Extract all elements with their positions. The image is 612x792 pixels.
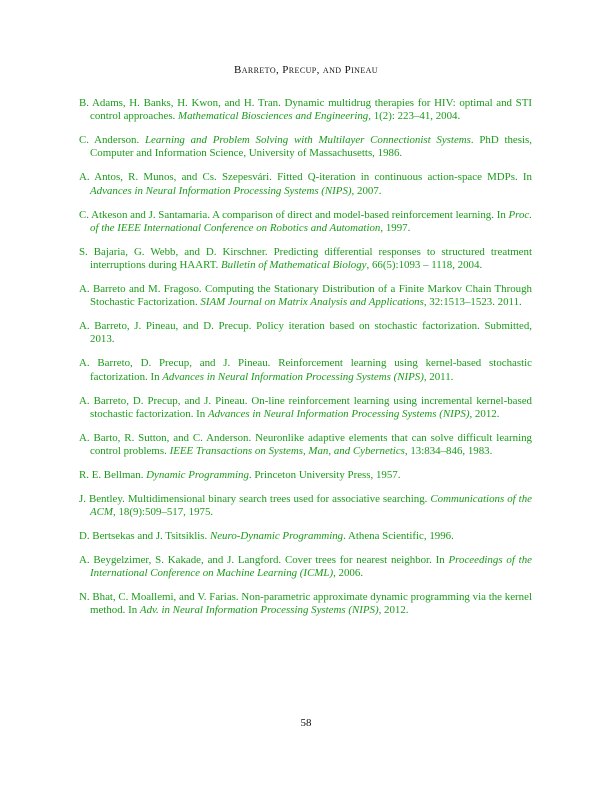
reference-details: , 2006. [333,567,364,580]
reference-details: , 2012. [378,604,409,617]
reference-entry [79,283,532,310]
reference-text: J. Bentley. Multidimensional binary search trees used for associative searching. [79,492,431,505]
reference-entry [79,209,532,236]
reference-venue: Advances in Neural Information Processing Systems (NIPS) [207,407,470,420]
reference-details: , 2011. [423,370,454,383]
reference-text: A. Barreto and M. Fragoso. Computing the Stationary Distribution of a Finite Markov Chain Through Stochastic Factorization. [79,282,532,309]
reference-venue: IEEE Transactions on Systems, Man, and Cybernetics [169,444,405,457]
reference-text: A. Barreto, J. Pineau, and D. Precup. Policy iteration based on stochastic factorization. Submitted, 2013. [79,320,532,346]
reference-venue: Adv. in Neural Information Processing Systems (NIPS) [139,604,379,617]
reference-venue: Learning and Problem Solving with Multilayer Connectionist Systems [144,134,471,147]
reference-entry [79,432,532,459]
reference-entry [79,171,532,198]
reference-details: , 2012. [469,407,500,420]
reference-list [79,97,532,628]
running-head: Barreto, Precup, and Pineau [234,64,378,76]
reference-entry [79,554,532,581]
reference-text: C. Atkeson and J. Santamaria. A comparison of direct and model-based reinforcement learning. In [79,208,509,221]
reference-text: A. Barreto, D. Precup, and J. Pineau. On-line reinforcement learning using incremental kernel-based stochastic factorization. In [79,394,532,420]
reference-details: . Athena Scientific, 1996. [343,529,454,542]
reference-text: N. Bhat, C. Moallemi, and V. Farias. Non-parametric approximate dynamic programming via the kernel method. In [79,591,532,617]
reference-details: , 32:1513–1523. 2011. [423,296,522,309]
page-number: 58 [300,717,312,729]
reference-entry [79,97,532,124]
reference-details: . Princeton University Press, 1957. [248,468,401,481]
reference-entry [79,357,532,384]
reference-text: R. E. Bellman. [79,468,147,481]
reference-text: A. Beygelzimer, S. Kakade, and J. Langford. Cover trees for nearest neighbor. In [79,553,449,566]
reference-details: , 1997. [380,221,411,234]
reference-venue: Proc. of the IEEE International Conference on Robotics and Automation [90,208,532,234]
reference-text: C. Anderson. [79,134,145,147]
reference-text: B. Adams, H. Banks, H. Kwon, and H. Tran. Dynamic multidrug therapies for HIV: optimal and STI control approaches. [79,97,532,123]
reference-venue: Dynamic Programming [146,468,249,481]
reference-entry [79,320,532,347]
reference-venue: Neuro-Dynamic Programming [209,529,344,542]
reference-entry [79,395,532,422]
reference-entry [79,134,532,161]
reference-text: D. Bertsekas and J. Tsitsiklis. [79,529,210,542]
reference-venue: Proceedings of the International Conference on Machine Learning (ICML) [90,553,532,580]
reference-venue: Advances in Neural Information Processing Systems (NIPS) [90,184,352,197]
reference-details: , 66(5):1093 – 1118, 2004. [366,259,483,272]
reference-venue: Bulletin of Mathematical Biology [221,259,367,272]
reference-entry [79,246,532,273]
reference-entry [79,493,532,520]
reference-venue: Communications of the ACM [90,492,532,519]
reference-text: A. Barreto, D. Precup, and J. Pineau. Reinforcement learning using kernel-based stochastic factorization. In [79,357,532,383]
reference-text: S. Bajaria, G. Webb, and D. Kirschner. Predicting differential responses to structured treatment interruptions during HAART. [79,245,532,272]
reference-entry [79,591,532,618]
reference-entry [79,530,532,543]
reference-text: A. Antos, R. Munos, and Cs. Szepesvári. Fitted Q-iteration in continuous action-space MDPs. In [79,171,532,184]
reference-details: , 2007. [351,184,382,197]
reference-text: A. Barto, R. Sutton, and C. Anderson. Neuronlike adaptive elements that can solve difficult learning control problems. [79,431,532,457]
reference-venue: SIAM Journal on Matrix Analysis and Applications [200,296,424,309]
reference-details: , 13:834–846, 1983. [404,444,493,457]
reference-venue: Mathematical Biosciences and Engineering [178,110,369,123]
reference-venue: Advances in Neural Information Processing Systems (NIPS) [162,370,424,383]
reference-details: . PhD thesis, Computer and Information Science, University of Massachusetts, 1986. [90,134,532,160]
reference-details: , 1(2): 223–41, 2004. [368,110,461,123]
reference-details: , 18(9):509–517, 1975. [113,506,214,519]
reference-entry [79,469,532,482]
